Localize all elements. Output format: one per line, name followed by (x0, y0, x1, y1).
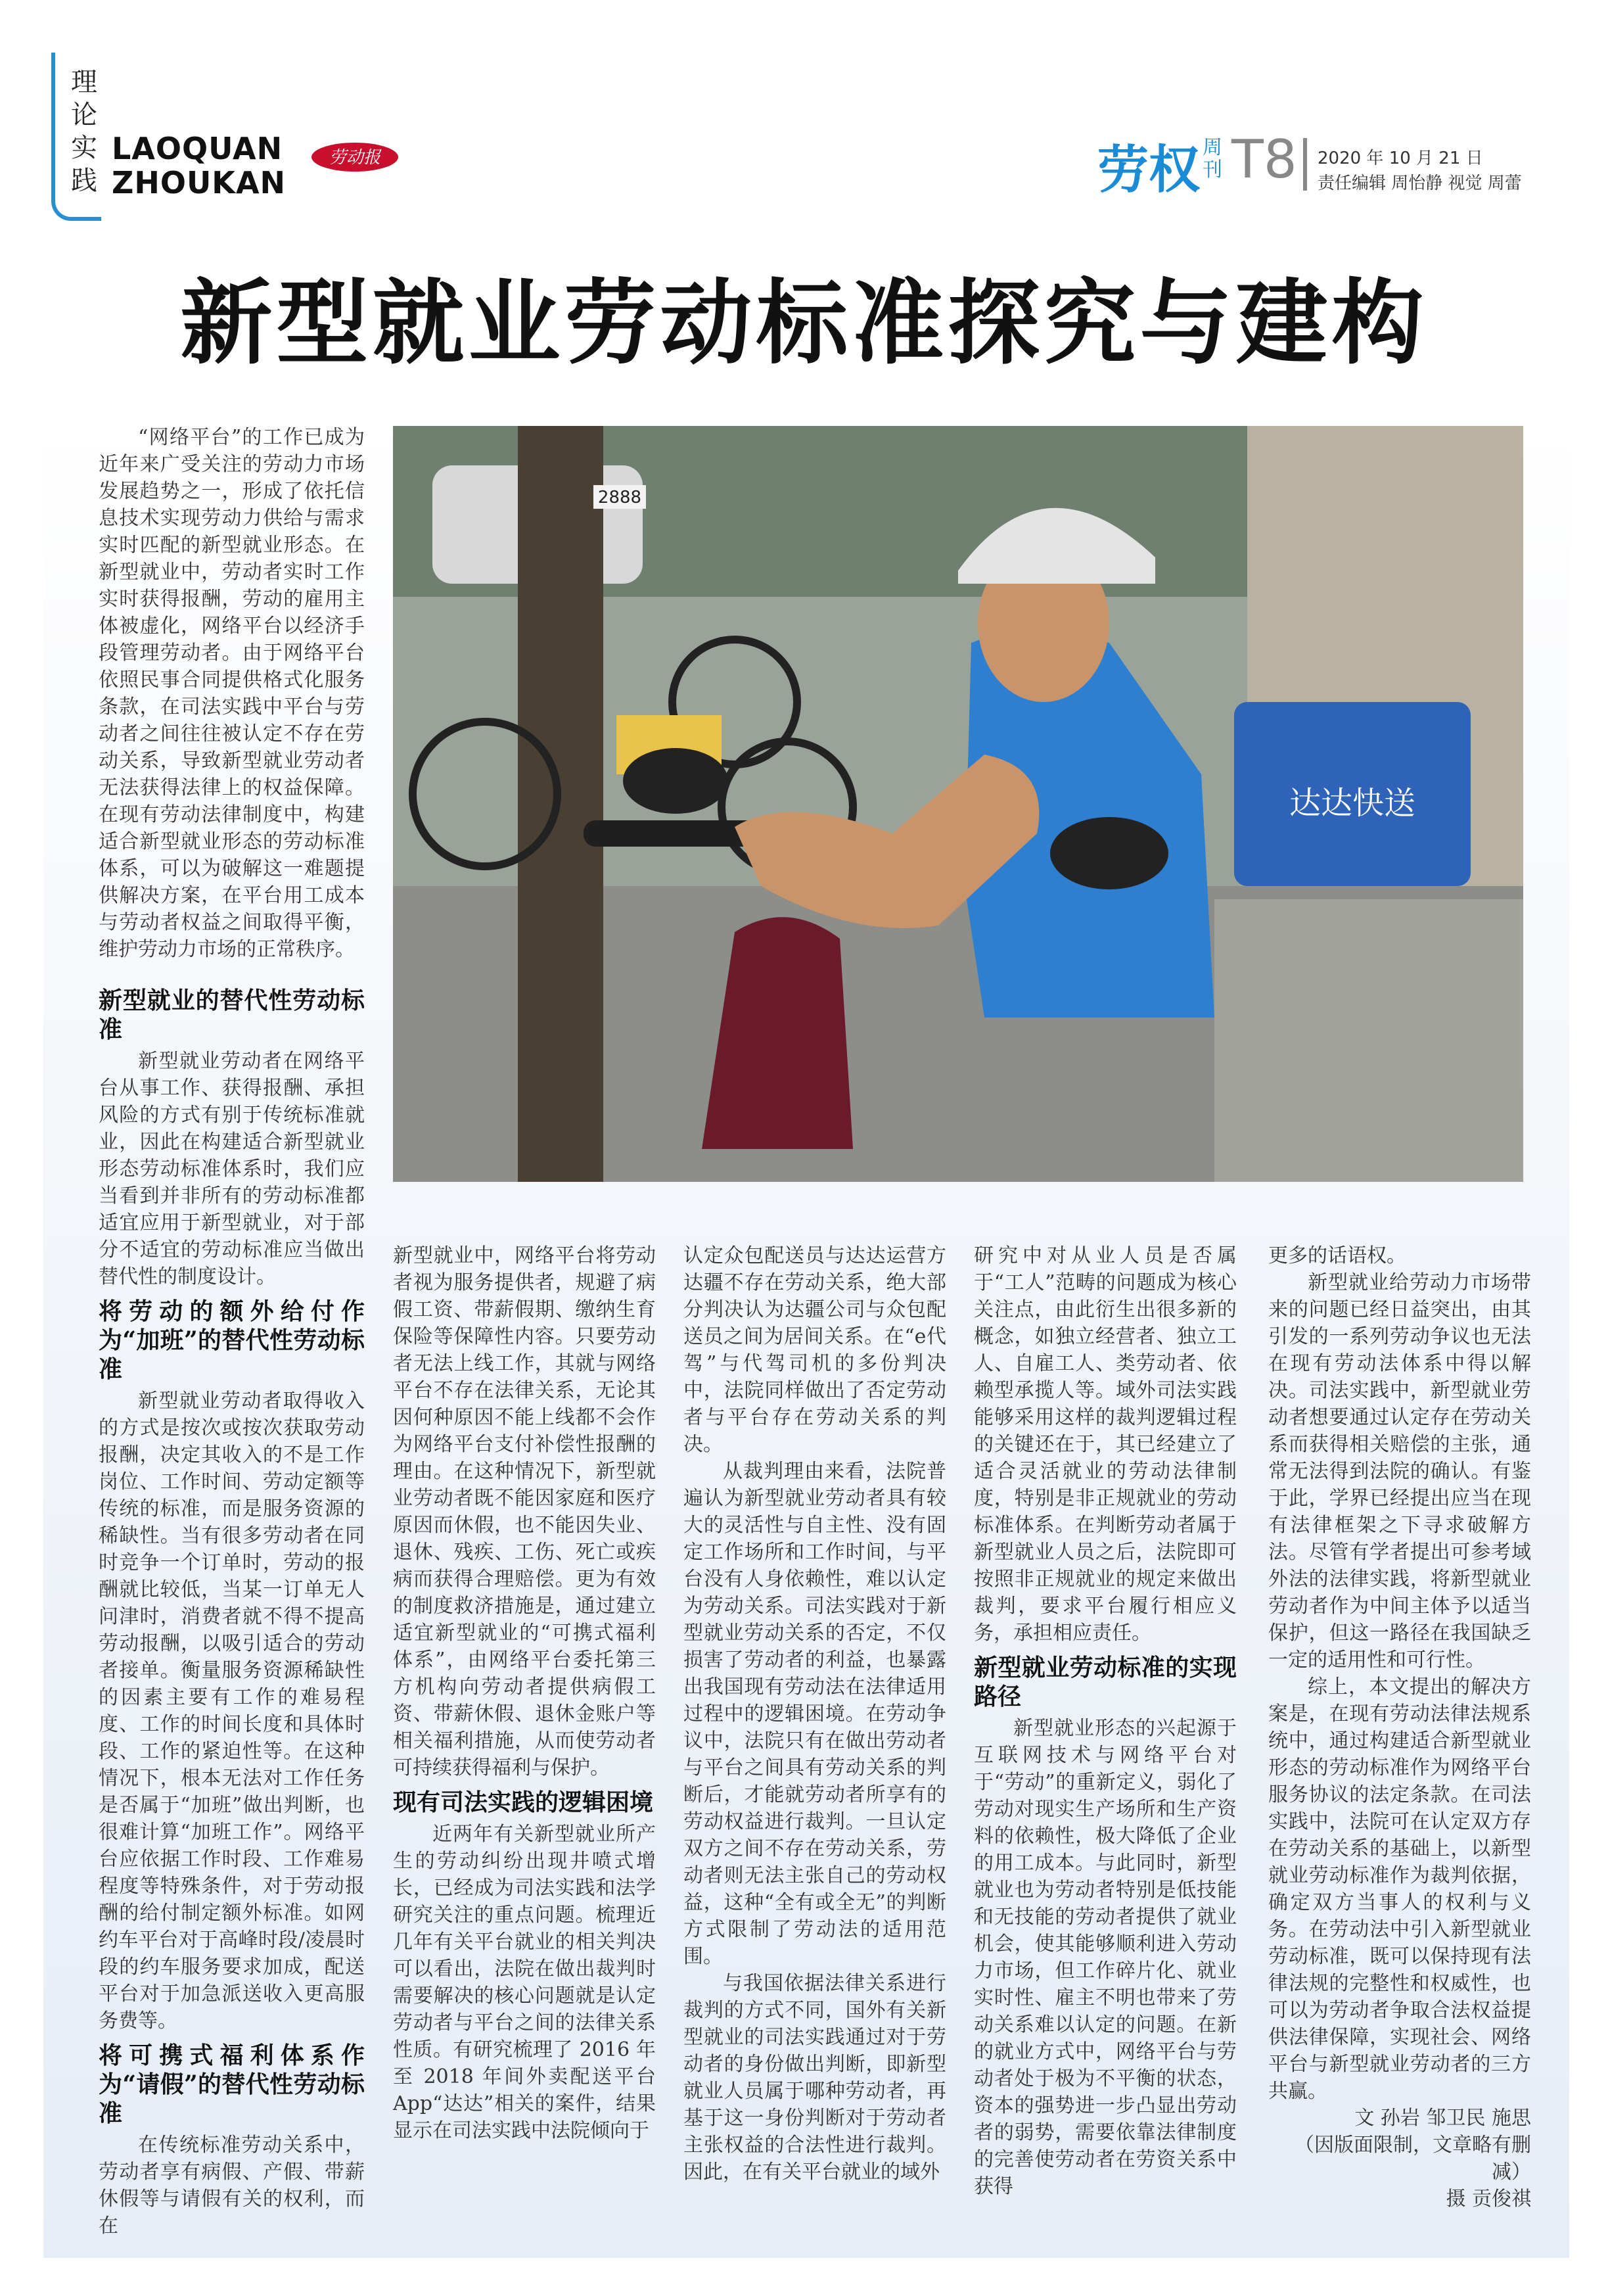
section-vertical-label: 理论实践 (71, 67, 97, 196)
editor-note: （因版面限制，文章略有删减） (1295, 2134, 1531, 2184)
article-photo (393, 426, 1523, 1182)
header-divider (1303, 138, 1307, 191)
paragraph: 新型就业劳动者取得收入的方式是按次或按次获取劳动报酬，决定其收入的不是工作岗位、工作时间、劳动定额等传统的标准，而是服务资源的稀缺性。当有很多劳动者在同时竞争一个订单时，劳动的报酬就比较低，当某一订单无人问津时，消费者就不得不提高劳动报酬，以吸引适合的劳动者接单。衡量服务资源稀缺性的因素主要有工作的难易程度、工作的时间长度和具体时段、工作的紧迫性等。在这种情况下，根本无法对工作任务是否属于“加班”做出判断，也很难计算“加班工作”。网络平台应依据工作时段、工作难易程度等特殊条件，对于劳动报酬的给付制定额外标准。如网约车平台对于高峰时段/凌晨时段的约车服务要求加成，配送平台对于加急派送收入更高服务费等。 (99, 1390, 365, 2032)
subheading: 将劳动的额外给付作为“加班”的替代性劳动标准 (99, 1298, 365, 1383)
delivery-rider-photo (393, 426, 1523, 1182)
paragraph: “网络平台”的工作已成为近年来广受关注的劳动力市场发展趋势之一，形成了依托信息技术实现劳动力供给与需求实时匹配的新型就业形态。在新型就业中，劳动者实时工作实时获得报酬，劳动的雇用主体被虚化，网络平台以经济手段管理劳动者。由于网络平台依照民事合同提供格式化服务条款，在司法实践中平台与劳动者之间往往被认定不存在劳动关系，导致新型就业劳动者无法获得法律上的权益保障。在现有劳动法律制度中，构建适合新型就业形态的劳动标准体系，可以为破解这一难题提供解决方案，在平台用工成本与劳动者权益之间取得平衡，维护劳动力市场的正常秩序。 (99, 426, 365, 961)
editor-credits: 责任编辑 周怡静 视觉 周蕾 (1318, 174, 1522, 193)
paragraph: 研究中对从业人员是否属于“工人”范畴的问题成为核心关注点，由此衍生出很多新的概念，如独立经营者、独立工人、自雇工人、类劳动者、依赖型承揽人等。域外司法实践能够采用这样的裁判逻辑过程的关键还在于，其已经建立了适合灵活就业的劳动法律制度，特别是非正规就业的劳动标准体系。在判断劳动者属于新型就业人员之后，法院即可按照非正规就业的规定来做出裁判，要求平台履行相应义务，承担相应责任。 (974, 1244, 1237, 1645)
subheading: 将可携式福利体系作为“请假”的替代性劳动标准 (99, 2042, 365, 2127)
paragraph: 与我国依据法律关系进行裁判的方式不同，国外有关新型就业的司法实践通过对于劳动者的身份做出判断，即新型就业人员属于哪种劳动者，再基于这一身份判断对于劳动者主张权益的合法性进行裁判。因此，在有关平台就业的域外 (683, 1972, 946, 2184)
column-5 (1268, 1242, 1531, 2213)
paper-name: 劳权 (1097, 141, 1201, 200)
column-1 (99, 979, 365, 2239)
column-3 (683, 1242, 946, 2186)
article-title: 新型就业劳动标准探究与建构 (180, 269, 1428, 377)
author-byline: 文 孙岩 邹卫民 施思 (1354, 2107, 1531, 2130)
paragraph: 新型就业形态的兴起源于互联网技术与网络平台对于“劳动”的重新定义，弱化了劳动对现实生产场所和生产资料的依赖性，极大降低了企业的用工成本。与此同时，新型就业也为劳动者特别是低技能和无技能的劳动者提供了就业机会，使其能够顺利进入劳动力市场，但工作碎片化、就业实时性、雇主不明也带来了劳动关系难以认定的问题。在新的就业方式中，网络平台与劳动者处于极为不平衡的状态，资本的强势进一步凸显出劳动者的弱势，需要依靠法律制度的完善使劳动者在劳资关系中获得 (974, 1717, 1237, 2198)
issue-date: 2020 年 10 月 21 日 (1318, 149, 1483, 168)
paragraph: 更多的话语权。 (1268, 1244, 1406, 1267)
subheading: 新型就业的替代性劳动标准 (99, 987, 365, 1043)
column-2 (393, 1242, 656, 2144)
paragraph: 新型就业劳动者在网络平台从事工作、获得报酬、承担风险的方式有别于传统标准就业，因此在构建适合新型就业形态劳动标准体系时，我们应当看到并非所有的劳动标准都适宜应用于新型就业，对于部分不适宜的劳动标准应当做出替代性的制度设计。 (99, 1050, 365, 1288)
brand-wordmark (112, 131, 286, 200)
brand-line-1: LAOQUAN (112, 131, 283, 166)
paragraph: 在传统标准劳动关系中，劳动者享有病假、产假、带薪休假等与请假有关的权利，而在 (99, 2134, 365, 2237)
column-4 (974, 1242, 1237, 2200)
column-1-intro (99, 424, 365, 963)
paragraph: 新型就业中，网络平台将劳动者视为服务提供者，规避了病假工资、带薪假期、缴纳生育保险等保障性内容。只要劳动者无法上线工作，其就与网络平台不存在法律关系，无论其因何种原因不能上线都不会作为网络平台支付补偿性报酬的理由。在这种情况下，新型就业劳动者既不能因家庭和医疗原因而休假，也不能因失业、退休、残疾、工伤、死亡或疾病而获得合理赔偿。更为有效的制度救济措施是，通过建立适宜新型就业的“可携式福利体系”，由网络平台委托第三方机构向劳动者提供病假工资、带薪休假、退休金账户等相关福利措施，从而使劳动者可持续获得福利与保护。 (393, 1244, 656, 1779)
weekly-label: 周刊 (1203, 136, 1222, 181)
paragraph: 近两年有关新型就业所产生的劳动纠纷出现井喷式增长，已经成为司法实践和法学研究关注的重点问题。梳理近几年有关平台就业的相关判决可以看出，法院在做出裁判时需要解决的核心问题就是认定劳动者与平台之间的法律关系性质。有研究梳理了 2016 年至 2018 年间外卖配送平台 App“达达”相关的案件，结果显示在司法实践中法院倾向于 (393, 1823, 656, 2142)
plate-text: 2888 (597, 488, 642, 507)
box-brand-text: 达达快送 (1289, 785, 1416, 822)
paragraph: 认定众包配送员与达达运营方达疆不存在劳动关系，绝大部分判决认为达疆公司与众包配送员之间为居间关系。在“e代驾”与代驾司机的多份判决中，法院同样做出了否定劳动者与平台存在劳动关系的判决。 (683, 1244, 946, 1456)
paragraph: 从裁判理由来看，法院普遍认为新型就业劳动者具有较大的灵活性与自主性、没有固定工作场所和工作时间，与平台没有人身依赖性，难以认定为劳动关系。司法实践对于新型就业劳动关系的否定，不仅损害了劳动者的利益，也暴露出我国现有劳动法在法律适用过程中的逻辑困境。在劳动争议中，法院只有在做出劳动者与平台之间具有劳动关系的判断后，才能就劳动者所享有的劳动权益进行裁判。一旦认定双方之间不存在劳动关系，劳动者则无法主张自己的劳动权益，这种“全有或全无”的判断方式限制了劳动法的适用范围。 (683, 1460, 946, 1968)
subheading: 现有司法实践的逻辑困境 (393, 1789, 654, 1816)
newspaper-logo-text: 劳动报 (329, 148, 381, 168)
newspaper-logo (309, 141, 401, 174)
paragraph: 综上，本文提出的解决方案是，在现有劳动法律法规系统中，通过构建适合新型就业形态的劳动标准作为网络平台服务协议的法定条款。在司法实践中，法院可在认定双方存在劳动关系的基础上，以新型就业劳动标准作为裁判依据，确定双方当事人的权利与义务。在劳动法中引入新型就业劳动标准，既可以保持现有法律法规的完整性和权威性，也可以为劳动者争取合法权益提供法律保障，实现社会、网络平台与新型就业劳动者的三方共赢。 (1268, 1675, 1531, 2103)
brand-line-2: ZHOUKAN (112, 165, 287, 200)
paragraph: 新型就业给劳动力市场带来的问题已经日益突出，由其引发的一系列劳动争议也无法在现有劳动法体系中得以解决。司法实践中，新型就业劳动者想要通过认定存在劳动关系而获得相关赔偿的主张，通常无法得到法院的确认。有鉴于此，学界已经提出应当在现有法律框架之下寻求破解方法。尽管有学者提出可参考域外法的法律实践，将新型就业劳动者作为中间主体予以适当保护，但这一路径在我国缺乏一定的适用性和可行性。 (1268, 1271, 1531, 1672)
photo-credit: 摄 贡俊祺 (1446, 2188, 1531, 2211)
subheading: 新型就业劳动标准的实现路径 (974, 1654, 1237, 1710)
page-number: T8 (1231, 129, 1297, 190)
